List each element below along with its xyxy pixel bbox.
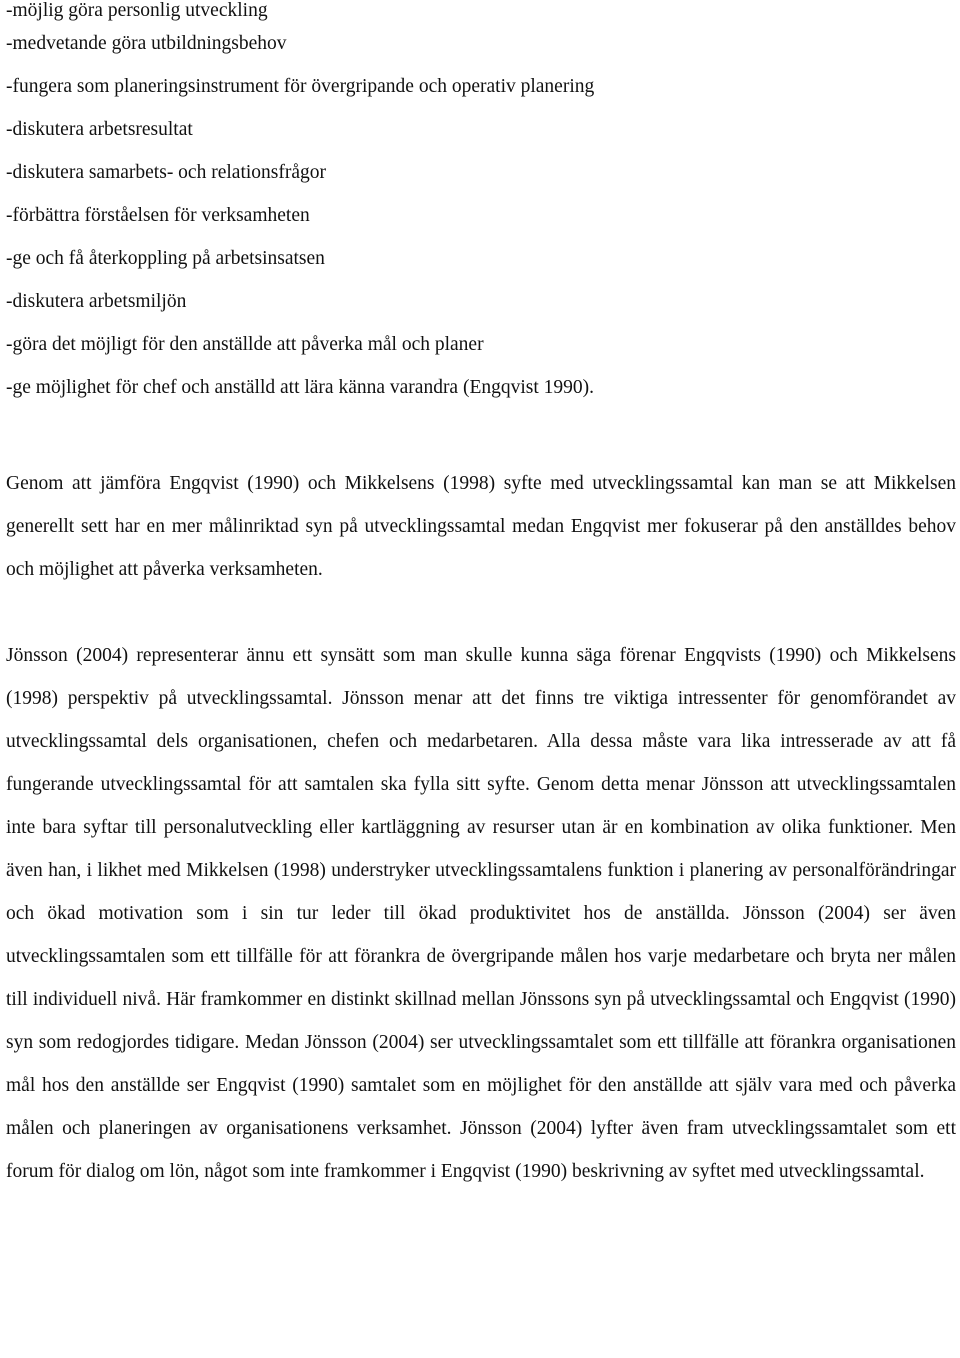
paragraph-comparison: Genom att jämföra Engqvist (1990) och Mikkelsens (1998) syfte med utvecklingssamtal kan man se att Mikkelsen generellt sett har en mer målinriktad syn på utvecklingssamtal medan Engqvist mer fokuserar på den anställdes behov och möjlighet att påverka verksamheten. (6, 473, 956, 580)
list-item: -medvetande göra utbildningsbehov (6, 33, 287, 54)
list-item: -ge möjlighet för chef och anställd att lära känna varandra (Engqvist 1990). (6, 377, 595, 398)
document-page (6, 0, 956, 1182)
list-item: -diskutera arbetsresultat (6, 119, 193, 140)
list-item: -diskutera samarbets- och relationsfrågor (6, 162, 326, 183)
list-item: -fungera som planeringsinstrument för övergripande och operativ planering (6, 76, 595, 97)
list-item: -diskutera arbetsmiljön (6, 291, 187, 312)
paragraph-jonsson: Jönsson (2004) representerar ännu ett synsätt som man skulle kunna säga förenar Engqvists (1990) och Mikkelsens (1998) perspektiv på utvecklingssamtal. Jönsson menar att det finns tre viktiga intressenter för genomförandet av utvecklingssamtal dels organisationen, chefen och medarbetaren. Alla dessa måste vara lika intresserade av att få fungerande utvecklingssamtal för att samtalen ska fylla sitt syfte. Genom detta menar Jönsson att utvecklingssamtalen inte bara syftar till personalutveckling eller kartläggning av resurser utan är en kombination av olika funktioner. Men även han, i likhet med Mikkelsen (1998) understryker utvecklingssamtalens funktion i planering av personalförändringar och ökad motivation som i sin tur leder till ökad produktivitet hos de anställda. Jönsson (2004) ser även utvecklingssamtalen som ett tillfälle för att förankra de övergripande målen hos varje medarbetare och bryta ner målen till individuell nivå. Här framkommer en distinkt skillnad mellan Jönssons syn på utvecklingssamtal och Engqvist (1990) syn som redogjordes tidigare. Medan Jönsson (2004) ser utvecklingssamtalet som ett tillfälle att förankra organisationen mål hos den anställde ser Engqvist (1990) samtalet som en möjlighet för den anställde att själv vara med och påverka målen och planeringen av organisationens verksamhet. Jönsson (2004) lyfter även fram utvecklingssamtalet som ett forum för dialog om lön, något som inte framkommer i Engqvist (1990) beskrivning av syftet med utvecklingssamtal. (6, 645, 956, 1182)
list-item: -förbättra förståelsen för verksamheten (6, 205, 310, 226)
list-item: -ge och få återkoppling på arbetsinsatsen (6, 248, 325, 269)
list-item: -göra det möjligt för den anställde att påverka mål och planer (6, 334, 484, 355)
list-item: -möjlig göra personlig utveckling (6, 0, 268, 21)
purpose-list (6, 0, 956, 409)
